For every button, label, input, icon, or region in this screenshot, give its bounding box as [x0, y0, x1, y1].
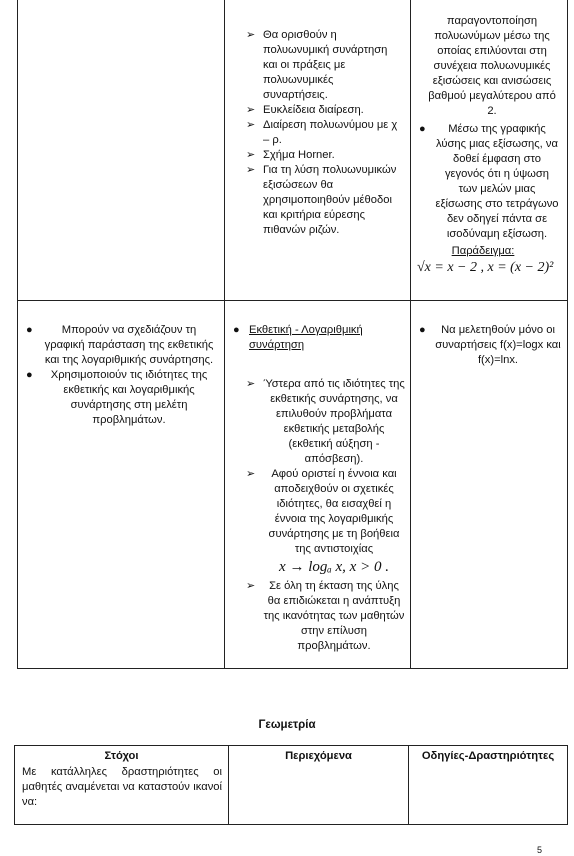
- bullet-icon: ●: [419, 324, 426, 336]
- example-label: Παράδειγμα:: [451, 245, 515, 257]
- section-title: Γεωμετρία: [258, 719, 316, 731]
- list-item: ● Χρησιμοποιούν τις ιδιότητες της εκθετικής και λογαριθμικής συνάρτησης στη μελέτη προβλημάτων.: [26, 369, 208, 426]
- table-cell: [225, 0, 411, 301]
- geometry-table: [14, 745, 568, 825]
- mapping-formula: x → logₐ x, x > 0 .: [279, 559, 389, 575]
- list-item: ➢ Για τη λύση πολυωνυμικών εξισώσεων θα χρησιμοποιηθούν μέθοδοι και κριτήρια εύρεσης πιθανών ριζών.: [246, 164, 397, 236]
- table-row: [15, 746, 568, 825]
- guidance-list: [419, 122, 559, 242]
- curriculum-table: [17, 0, 568, 669]
- list-item: ➢ Ύστερα από τις ιδιότητες της εκθετικής συνάρτησης, να επιλυθούν προβλήματα εκθετικής μεταβολής (εκθετική αύξηση - απόσβεση).: [246, 378, 405, 465]
- table-cell: [18, 301, 225, 669]
- bullet-icon: ●: [26, 369, 33, 381]
- table-cell: [225, 301, 411, 669]
- list-item: ● Να μελετηθούν μόνο οι συναρτήσεις f(x)=logx και f(x)=lnx.: [419, 324, 561, 366]
- arrow-bullet-icon: ➢: [246, 104, 256, 116]
- arrow-bullet-icon: ➢: [246, 468, 256, 480]
- list-item: ➢ Ευκλείδεια διαίρεση.: [246, 104, 364, 116]
- column-header: Περιεχόμενα: [285, 750, 352, 762]
- arrow-bullet-icon: ➢: [246, 29, 256, 41]
- table-cell: [229, 746, 409, 825]
- arrow-bullet-icon: ➢: [246, 119, 256, 131]
- column-header: Στόχοι: [104, 750, 139, 762]
- arrow-bullet-icon: ➢: [246, 164, 256, 176]
- column-header: Οδηγίες-Δραστηριότητες: [421, 750, 555, 762]
- table-cell: [15, 746, 229, 825]
- list-item: ➢ Αφού οριστεί η έννοια και αποδειχθούν οι σχετικές ιδιότητες, θα εισαχθεί η έννοια της λογαριθμικής συνάρτησης με τη βοήθεια της αντιστοιχίας x → logₐ x, x > 0 .: [263, 467, 405, 575]
- list-item: ➢ Διαίρεση πολυωνύμου με χ – ρ.: [246, 119, 398, 146]
- arrow-bullet-icon: ➢: [246, 149, 256, 161]
- table-cell: [409, 746, 568, 825]
- list-item: ➢ Σχήμα Horner.: [246, 149, 335, 161]
- heading-list: [233, 323, 389, 353]
- section-heading: ● Εκθετική - Λογαριθμική συνάρτηση: [233, 324, 363, 351]
- content-list: [246, 377, 405, 654]
- table-row: [18, 0, 568, 301]
- paragraph: παραγοντοποίηση πολυωνύμων μέσω της οποίας επιλύονται στη συνέχεια πολυωνυμικές εξισώσεις και ανισώσεις βαθμού μεγαλύτερου από 2.: [428, 15, 556, 117]
- bullet-icon: ●: [233, 324, 240, 336]
- example-formula: √x = x − 2 , x = (x − 2)²: [417, 260, 554, 275]
- arrow-bullet-icon: ➢: [246, 580, 256, 592]
- goals-text: Με κατάλληλες δραστηριότητες οι μαθητές αναμένεται να καταστούν ικανοί να:: [22, 766, 222, 808]
- bullet-icon: ●: [26, 324, 33, 336]
- list-item: ● Μπορούν να σχεδιάζουν τη γραφική παράσταση της εκθετικής και της λογαριθμικής συνάρτησης.: [26, 324, 214, 366]
- bullet-icon: ●: [419, 123, 426, 135]
- guidance-list: [419, 323, 561, 368]
- content-list: [246, 28, 401, 238]
- list-item: ● Μέσω της γραφικής λύσης μιας εξίσωσης, να δοθεί έμφαση στο γεγονός ότι η ύψωση των μελών μιας εξίσωσης στο τετράγωνο δεν οδηγεί πάντα σε ισοδύναμη εξίσωση.: [419, 123, 559, 240]
- list-item: ➢ Θα ορισθούν η πολυωνυμική συνάρτηση και οι πράξεις με πολυωνυμικές συναρτήσεις.: [246, 29, 388, 101]
- goals-list: [26, 323, 216, 428]
- table-cell: [18, 0, 225, 301]
- table-cell: [411, 301, 568, 669]
- arrow-bullet-icon: ➢: [246, 378, 256, 390]
- list-item: ➢ Σε όλη τη έκταση της ύλης θα επιδιώκεται η ανάπτυξη της ικανότητας των μαθητών στην επίλυση προβλημάτων.: [246, 580, 405, 652]
- page-number: 5: [537, 845, 543, 855]
- table-cell: [411, 0, 568, 301]
- table-row: [18, 301, 568, 669]
